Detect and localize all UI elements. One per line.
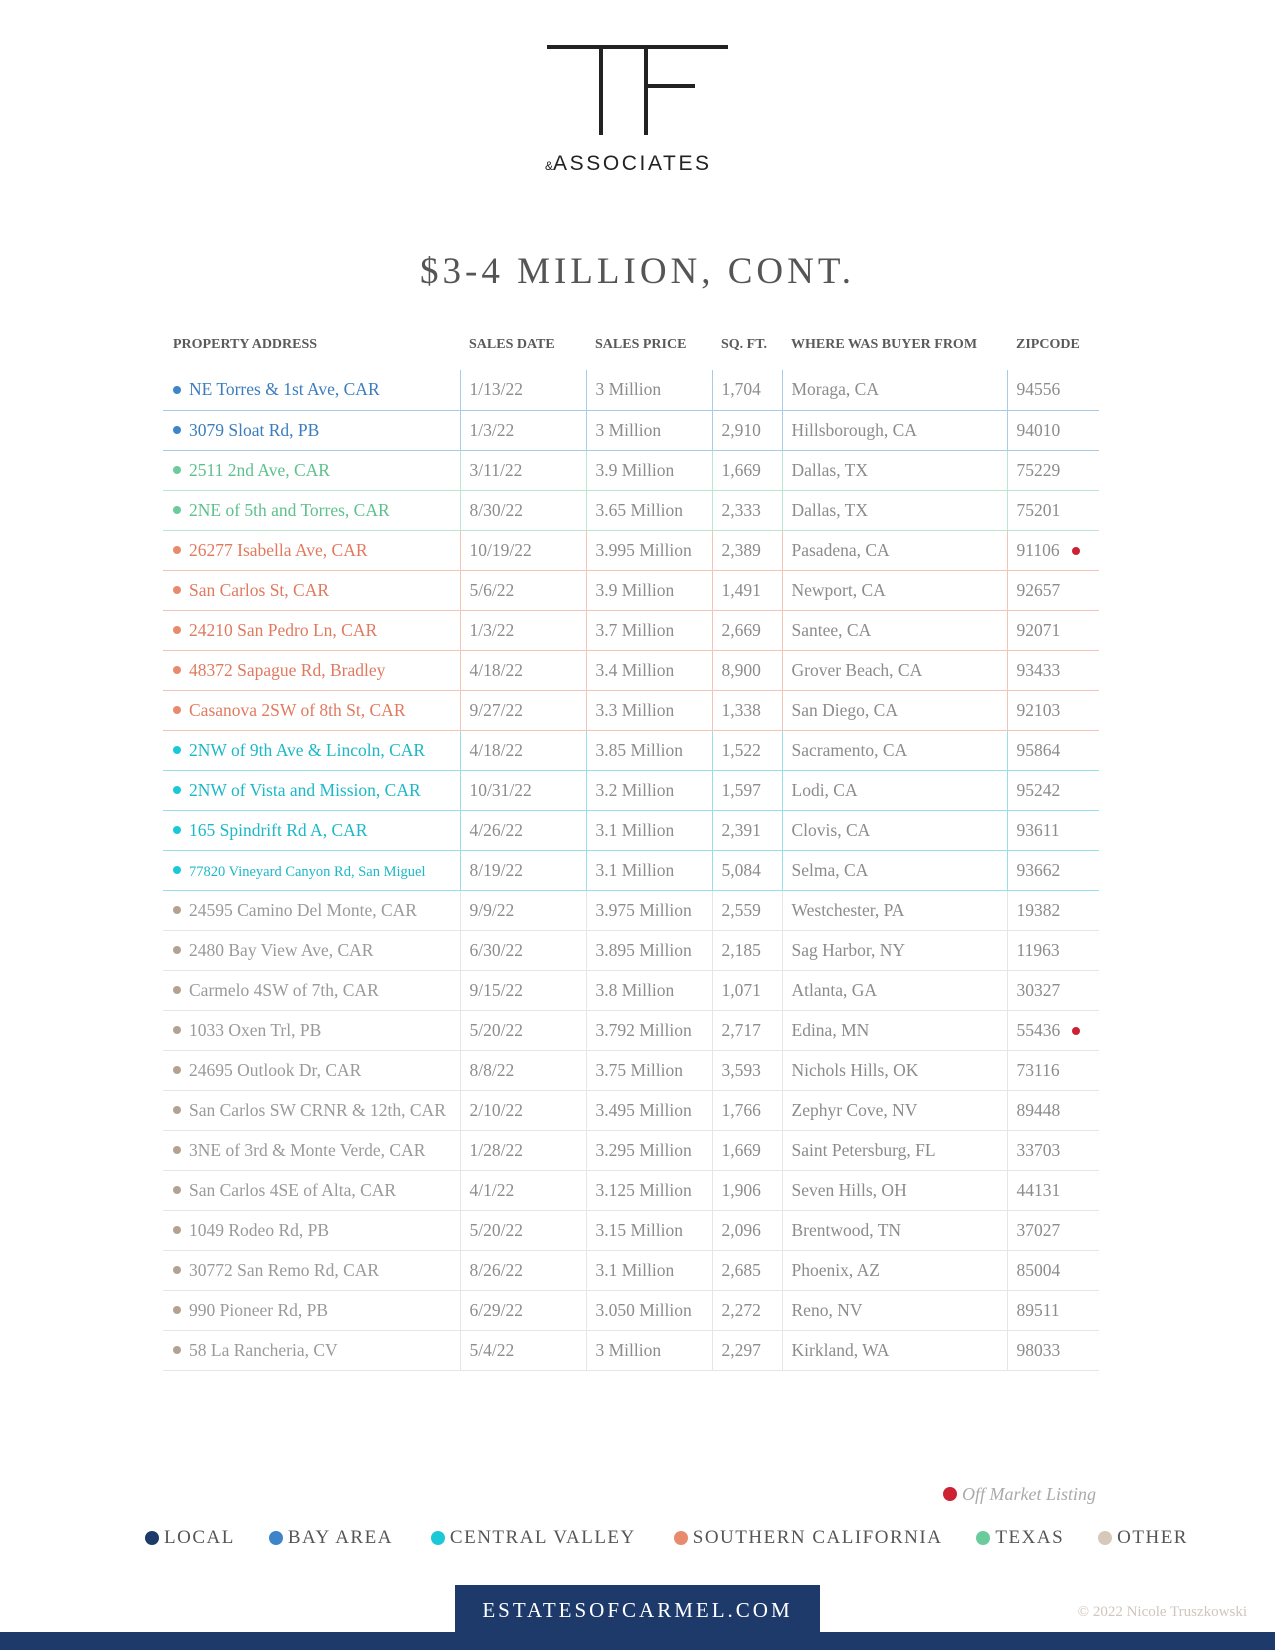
header-zipcode: ZIPCODE: [1016, 337, 1080, 352]
off-market-dot-icon: [943, 1487, 957, 1501]
table-row: [163, 450, 1099, 490]
table-row: [163, 850, 1099, 890]
cell-sales-date: 8/26/22: [460, 1250, 586, 1290]
cell-address: [163, 1290, 460, 1330]
region-dot-icon: [173, 386, 181, 394]
address-text: NE Torres & 1st Ave, CAR: [189, 379, 380, 400]
cell-sqft: 1,906: [712, 1170, 782, 1210]
cell-address: [163, 610, 460, 650]
cell-sales-price: 3.4 Million: [586, 650, 712, 690]
cell-sales-price: 3.050 Million: [586, 1290, 712, 1330]
zipcode-text: 11963: [1016, 939, 1060, 960]
region-dot-icon: [173, 1186, 181, 1194]
cell-address: [163, 810, 460, 850]
logo-suffix: [545, 152, 730, 176]
logo-ampersand: &: [545, 159, 554, 173]
table-row: [163, 530, 1099, 570]
zipcode-text: 73116: [1016, 1059, 1060, 1080]
region-dot-icon: [173, 1066, 181, 1074]
cell-sales-price: 3.9 Million: [586, 450, 712, 490]
cell-sqft: 2,297: [712, 1330, 782, 1370]
cell-address: [163, 1170, 460, 1210]
region-dot-icon: [173, 866, 181, 874]
table-row: [163, 610, 1099, 650]
cell-sales-date: 4/18/22: [460, 650, 586, 690]
zipcode-text: 44131: [1016, 1179, 1061, 1200]
cell-sales-price: 3 Million: [586, 410, 712, 450]
cell-sales-price: 3.295 Million: [586, 1130, 712, 1170]
address-text: 2480 Bay View Ave, CAR: [189, 939, 374, 960]
table-row: [163, 690, 1099, 730]
cell-sales-price: 3 Million: [586, 1330, 712, 1370]
region-dot-icon: [173, 1026, 181, 1034]
cell-sales-date: 5/20/22: [460, 1210, 586, 1250]
header-sales-date: SALES DATE: [469, 337, 555, 352]
cell-sales-date: 4/26/22: [460, 810, 586, 850]
zipcode-text: 94010: [1016, 419, 1061, 440]
cell-sales-price: 3.495 Million: [586, 1090, 712, 1130]
address-text: 77820 Vineyard Canyon Rd, San Miguel: [189, 863, 426, 880]
cell-address: [163, 930, 460, 970]
cell-sqft: 2,685: [712, 1250, 782, 1290]
cell-zipcode: [1007, 890, 1099, 930]
cell-address: [163, 970, 460, 1010]
zipcode-text: 30327: [1016, 979, 1061, 1000]
legend-label: BAY AREA: [287, 1527, 393, 1548]
cell-sqft: 1,669: [712, 1130, 782, 1170]
address-text: 1049 Rodeo Rd, PB: [189, 1219, 330, 1240]
zipcode-text: 98033: [1016, 1339, 1061, 1360]
table-row: [163, 570, 1099, 610]
region-dot-icon: [173, 986, 181, 994]
cell-buyer-from: Saint Petersburg, FL: [782, 1130, 1007, 1170]
cell-zipcode: [1007, 1210, 1099, 1250]
zipcode-text: 89511: [1016, 1299, 1060, 1320]
address-text: 3079 Sloat Rd, PB: [189, 419, 320, 440]
legend-dot-icon: [1098, 1531, 1112, 1545]
website-link[interactable]: ESTATESOFCARMEL.COM: [455, 1585, 820, 1650]
cell-address: [163, 1130, 460, 1170]
cell-sales-price: 3.15 Million: [586, 1210, 712, 1250]
region-dot-icon: [173, 666, 181, 674]
cell-sqft: 1,766: [712, 1090, 782, 1130]
legend-label: TEXAS: [995, 1527, 1065, 1548]
cell-address: [163, 1050, 460, 1090]
cell-buyer-from: Selma, CA: [782, 850, 1007, 890]
off-market-legend: [943, 1484, 1096, 1505]
cell-sqft: 3,593: [712, 1050, 782, 1090]
cell-sales-price: 3 Million: [586, 370, 712, 410]
cell-sqft: 2,559: [712, 890, 782, 930]
cell-sales-price: 3.8 Million: [586, 970, 712, 1010]
legend-dot-icon: [674, 1531, 688, 1545]
cell-address: [163, 530, 460, 570]
cell-sales-date: 9/9/22: [460, 890, 586, 930]
page-title: $3-4 MILLION, CONT.: [420, 251, 855, 292]
legend-item-texas: [976, 1527, 1064, 1549]
zipcode-text: 85004: [1016, 1259, 1061, 1280]
cell-sales-date: 1/3/22: [460, 410, 586, 450]
address-text: 3NE of 3rd & Monte Verde, CAR: [189, 1139, 426, 1160]
cell-buyer-from: Kirkland, WA: [782, 1330, 1007, 1370]
cell-sales-date: 4/1/22: [460, 1170, 586, 1210]
cell-sales-date: 9/15/22: [460, 970, 586, 1010]
zipcode-text: 95242: [1016, 779, 1061, 800]
region-dot-icon: [173, 586, 181, 594]
region-legend: [145, 1527, 1188, 1549]
cell-buyer-from: Pasadena, CA: [782, 530, 1007, 570]
cell-sqft: 1,669: [712, 450, 782, 490]
address-text: 26277 Isabella Ave, CAR: [189, 539, 368, 560]
cell-sales-price: 3.3 Million: [586, 690, 712, 730]
address-text: Carmelo 4SW of 7th, CAR: [189, 979, 379, 1000]
cell-buyer-from: Dallas, TX: [782, 450, 1007, 490]
legend-item-southern-california: [674, 1527, 943, 1549]
address-text: 48372 Sapague Rd, Bradley: [189, 659, 386, 680]
zipcode-text: 93662: [1016, 859, 1061, 880]
cell-zipcode: [1007, 1330, 1099, 1370]
cell-sales-price: 3.1 Million: [586, 810, 712, 850]
cell-buyer-from: Santee, CA: [782, 610, 1007, 650]
legend-label: CENTRAL VALLEY: [449, 1527, 636, 1548]
zipcode-text: 75229: [1016, 459, 1061, 480]
region-dot-icon: [173, 1106, 181, 1114]
cell-address: [163, 490, 460, 530]
table-row: [163, 370, 1099, 410]
legend-item-bay-area: [269, 1527, 393, 1549]
cell-buyer-from: Moraga, CA: [782, 370, 1007, 410]
address-text: 2NE of 5th and Torres, CAR: [189, 499, 390, 520]
region-dot-icon: [173, 706, 181, 714]
cell-zipcode: [1007, 530, 1099, 570]
zipcode-text: 55436: [1016, 1019, 1061, 1040]
cell-zipcode: [1007, 1090, 1099, 1130]
address-text: 165 Spindrift Rd A, CAR: [189, 819, 368, 840]
zipcode-text: 93433: [1016, 659, 1061, 680]
sales-table: [163, 337, 1099, 1371]
region-dot-icon: [173, 626, 181, 634]
table-row: [163, 410, 1099, 450]
legend-item-other: [1098, 1527, 1188, 1549]
zipcode-text: 33703: [1016, 1139, 1061, 1160]
cell-buyer-from: Nichols Hills, OK: [782, 1050, 1007, 1090]
address-text: 1033 Oxen Trl, PB: [189, 1019, 322, 1040]
cell-zipcode: [1007, 570, 1099, 610]
cell-address: [163, 690, 460, 730]
region-dot-icon: [173, 786, 181, 794]
cell-sqft: 2,096: [712, 1210, 782, 1250]
address-text: 2NW of 9th Ave & Lincoln, CAR: [189, 739, 426, 760]
cell-sales-date: 10/19/22: [460, 530, 586, 570]
table-row: [163, 810, 1099, 850]
cell-sales-date: 10/31/22: [460, 770, 586, 810]
cell-zipcode: [1007, 690, 1099, 730]
region-dot-icon: [173, 1306, 181, 1314]
zipcode-text: 94556: [1016, 379, 1061, 400]
cell-zipcode: [1007, 970, 1099, 1010]
legend-item-local: [145, 1527, 235, 1549]
cell-address: [163, 730, 460, 770]
table-row: [163, 930, 1099, 970]
cell-sales-price: 3.975 Million: [586, 890, 712, 930]
cell-sqft: 8,900: [712, 650, 782, 690]
region-dot-icon: [173, 426, 181, 434]
table-row: [163, 1130, 1099, 1170]
cell-address: [163, 370, 460, 410]
cell-buyer-from: Atlanta, GA: [782, 970, 1007, 1010]
cell-zipcode: [1007, 410, 1099, 450]
table-row: [163, 890, 1099, 930]
cell-sqft: 1,338: [712, 690, 782, 730]
cell-zipcode: [1007, 490, 1099, 530]
cell-sqft: 2,389: [712, 530, 782, 570]
table-row: [163, 970, 1099, 1010]
address-text: 24595 Camino Del Monte, CAR: [189, 899, 417, 920]
cell-buyer-from: Westchester, PA: [782, 890, 1007, 930]
table-row: [163, 1210, 1099, 1250]
copyright: © 2022 Nicole Truszkowski: [1077, 1604, 1247, 1620]
cell-sales-price: 3.7 Million: [586, 610, 712, 650]
table-row: [163, 1010, 1099, 1050]
cell-sales-price: 3.9 Million: [586, 570, 712, 610]
cell-zipcode: [1007, 810, 1099, 850]
cell-sqft: 1,522: [712, 730, 782, 770]
table-header-row: [163, 337, 1099, 370]
region-dot-icon: [173, 1226, 181, 1234]
cell-sqft: 1,071: [712, 970, 782, 1010]
address-text: San Carlos St, CAR: [189, 579, 330, 600]
cell-zipcode: [1007, 1290, 1099, 1330]
address-text: San Carlos SW CRNR & 12th, CAR: [189, 1099, 446, 1120]
cell-sales-date: 1/13/22: [460, 370, 586, 410]
region-dot-icon: [173, 826, 181, 834]
cell-sqft: 2,333: [712, 490, 782, 530]
address-text: Casanova 2SW of 8th St, CAR: [189, 699, 406, 720]
table-row: [163, 730, 1099, 770]
cell-sales-date: 1/3/22: [460, 610, 586, 650]
cell-sales-date: 8/8/22: [460, 1050, 586, 1090]
header-address: PROPERTY ADDRESS: [173, 337, 318, 352]
address-text: 58 La Rancheria, CV: [189, 1339, 338, 1360]
cell-sqft: 2,669: [712, 610, 782, 650]
zipcode-text: 92103: [1016, 699, 1061, 720]
cell-address: [163, 570, 460, 610]
cell-sales-date: 8/30/22: [460, 490, 586, 530]
off-market-dot-icon: [1072, 1027, 1080, 1035]
cell-address: [163, 1010, 460, 1050]
cell-address: [163, 410, 460, 450]
cell-buyer-from: Sag Harbor, NY: [782, 930, 1007, 970]
cell-sales-price: 3.895 Million: [586, 930, 712, 970]
cell-sales-date: 5/20/22: [460, 1010, 586, 1050]
cell-sales-date: 4/18/22: [460, 730, 586, 770]
region-dot-icon: [173, 466, 181, 474]
cell-sqft: 1,704: [712, 370, 782, 410]
cell-zipcode: [1007, 1050, 1099, 1090]
cell-buyer-from: Newport, CA: [782, 570, 1007, 610]
region-dot-icon: [173, 506, 181, 514]
legend-dot-icon: [145, 1531, 159, 1545]
cell-sqft: 2,717: [712, 1010, 782, 1050]
cell-address: [163, 450, 460, 490]
cell-sqft: 1,491: [712, 570, 782, 610]
cell-sales-price: 3.65 Million: [586, 490, 712, 530]
cell-sales-price: 3.85 Million: [586, 730, 712, 770]
cell-buyer-from: Phoenix, AZ: [782, 1250, 1007, 1290]
cell-sqft: 1,597: [712, 770, 782, 810]
cell-sqft: 2,910: [712, 410, 782, 450]
cell-buyer-from: Edina, MN: [782, 1010, 1007, 1050]
address-text: 30772 San Remo Rd, CAR: [189, 1259, 380, 1280]
zipcode-text: 92657: [1016, 579, 1061, 600]
cell-zipcode: [1007, 930, 1099, 970]
region-dot-icon: [173, 746, 181, 754]
cell-sales-date: 2/10/22: [460, 1090, 586, 1130]
region-dot-icon: [173, 906, 181, 914]
cell-zipcode: [1007, 1170, 1099, 1210]
cell-sales-price: 3.2 Million: [586, 770, 712, 810]
cell-zipcode: [1007, 610, 1099, 650]
legend-dot-icon: [431, 1531, 445, 1545]
zipcode-text: 91106: [1016, 539, 1060, 560]
cell-zipcode: [1007, 450, 1099, 490]
cell-zipcode: [1007, 650, 1099, 690]
cell-sqft: 2,185: [712, 930, 782, 970]
zipcode-text: 93611: [1016, 819, 1060, 840]
legend-label: LOCAL: [164, 1527, 235, 1548]
cell-sales-date: 5/4/22: [460, 1330, 586, 1370]
cell-buyer-from: San Diego, CA: [782, 690, 1007, 730]
cell-sales-price: 3.792 Million: [586, 1010, 712, 1050]
cell-zipcode: [1007, 1130, 1099, 1170]
cell-address: [163, 890, 460, 930]
region-dot-icon: [173, 546, 181, 554]
cell-sales-date: 8/19/22: [460, 850, 586, 890]
table-row: [163, 1290, 1099, 1330]
legend-dot-icon: [269, 1531, 283, 1545]
logo-associates-text: ASSOCIATES: [553, 152, 712, 175]
zipcode-text: 19382: [1016, 899, 1061, 920]
header-sales-price: SALES PRICE: [595, 337, 687, 352]
address-text: 24695 Outlook Dr, CAR: [189, 1059, 362, 1080]
table-row: [163, 1090, 1099, 1130]
cell-buyer-from: Grover Beach, CA: [782, 650, 1007, 690]
cell-sales-price: 3.1 Million: [586, 850, 712, 890]
cell-zipcode: [1007, 1010, 1099, 1050]
cell-buyer-from: Sacramento, CA: [782, 730, 1007, 770]
off-market-dot-icon: [1072, 547, 1080, 555]
legend-label: SOUTHERN CALIFORNIA: [692, 1527, 943, 1548]
cell-buyer-from: Reno, NV: [782, 1290, 1007, 1330]
table-row: [163, 770, 1099, 810]
header-sqft: SQ. FT.: [721, 337, 768, 352]
address-text: 24210 San Pedro Ln, CAR: [189, 619, 378, 640]
address-text: 2NW of Vista and Mission, CAR: [189, 779, 421, 800]
cell-zipcode: [1007, 850, 1099, 890]
cell-sales-price: 3.1 Million: [586, 1250, 712, 1290]
table-row: [163, 490, 1099, 530]
cell-address: [163, 1330, 460, 1370]
legend-item-central-valley: [431, 1527, 636, 1549]
cell-zipcode: [1007, 770, 1099, 810]
off-market-label: Off Market Listing: [962, 1484, 1096, 1504]
cell-address: [163, 1090, 460, 1130]
cell-sales-price: 3.125 Million: [586, 1170, 712, 1210]
cell-sales-price: 3.75 Million: [586, 1050, 712, 1090]
cell-sales-date: 1/28/22: [460, 1130, 586, 1170]
zipcode-text: 37027: [1016, 1219, 1061, 1240]
cell-zipcode: [1007, 370, 1099, 410]
cell-address: [163, 650, 460, 690]
cell-zipcode: [1007, 730, 1099, 770]
cell-buyer-from: Brentwood, TN: [782, 1210, 1007, 1250]
zipcode-text: 95864: [1016, 739, 1061, 760]
legend-label: OTHER: [1117, 1527, 1188, 1548]
cell-sales-date: 9/27/22: [460, 690, 586, 730]
cell-sales-price: 3.995 Million: [586, 530, 712, 570]
cell-buyer-from: Hillsborough, CA: [782, 410, 1007, 450]
table-row: [163, 650, 1099, 690]
zipcode-text: 75201: [1016, 499, 1061, 520]
region-dot-icon: [173, 946, 181, 954]
cell-zipcode: [1007, 1250, 1099, 1290]
header-buyer-from: WHERE WAS BUYER FROM: [791, 337, 978, 352]
cell-buyer-from: Zephyr Cove, NV: [782, 1090, 1007, 1130]
address-text: 2511 2nd Ave, CAR: [189, 459, 330, 480]
region-dot-icon: [173, 1146, 181, 1154]
cell-buyer-from: Seven Hills, OH: [782, 1170, 1007, 1210]
address-text: 990 Pioneer Rd, PB: [189, 1299, 329, 1320]
zipcode-text: 92071: [1016, 619, 1061, 640]
cell-address: [163, 1210, 460, 1250]
cell-sqft: 2,272: [712, 1290, 782, 1330]
table-row: [163, 1330, 1099, 1370]
cell-address: [163, 770, 460, 810]
region-dot-icon: [173, 1346, 181, 1354]
table-row: [163, 1250, 1099, 1290]
cell-address: [163, 1250, 460, 1290]
table-row: [163, 1170, 1099, 1210]
cell-address: [163, 850, 460, 890]
cell-sales-date: 6/30/22: [460, 930, 586, 970]
zipcode-text: 89448: [1016, 1099, 1061, 1120]
address-text: San Carlos 4SE of Alta, CAR: [189, 1179, 397, 1200]
cell-sales-date: 5/6/22: [460, 570, 586, 610]
cell-sales-date: 6/29/22: [460, 1290, 586, 1330]
legend-dot-icon: [976, 1531, 990, 1545]
cell-buyer-from: Clovis, CA: [782, 810, 1007, 850]
cell-sqft: 5,084: [712, 850, 782, 890]
cell-buyer-from: Lodi, CA: [782, 770, 1007, 810]
region-dot-icon: [173, 1266, 181, 1274]
table-row: [163, 1050, 1099, 1090]
cell-sqft: 2,391: [712, 810, 782, 850]
cell-buyer-from: Dallas, TX: [782, 490, 1007, 530]
cell-sales-date: 3/11/22: [460, 450, 586, 490]
